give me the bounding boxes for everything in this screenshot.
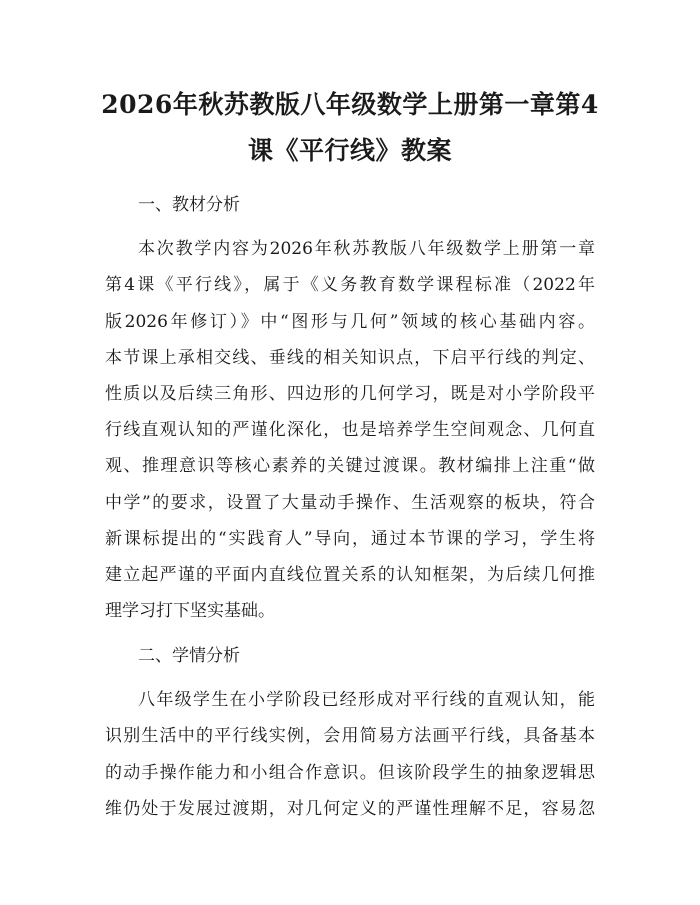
section-heading-learner-analysis: 二、学情分析 xyxy=(138,646,240,666)
paragraph-line: 观、推理意识等核心素养的关键过渡课。教材编排上注重“做 xyxy=(105,456,595,476)
paragraph-line: 维仍处于发展过渡期，对几何定义的严谨性理解不足，容易忽 xyxy=(105,799,595,819)
document-title-line-2: 课《平行线》教案 xyxy=(247,136,452,165)
paragraph-line: 的动手操作能力和小组合作意识。但该阶段学生的抽象逻辑思 xyxy=(105,763,595,783)
paragraph-line: 八年级学生在小学阶段已经形成对平行线的直观认知，能 xyxy=(138,690,595,710)
paragraph-line: 本节课上承相交线、垂线的相关知识点，下启平行线的判定、 xyxy=(105,348,595,368)
paragraph-line: 性质以及后续三角形、四边形的几何学习，既是对小学阶段平 xyxy=(105,384,595,404)
paragraph-line: 理学习打下坚实基础。 xyxy=(105,601,275,621)
paragraph-line: 建立起严谨的平面内直线位置关系的认知框架，为后续几何推 xyxy=(105,565,595,585)
paragraph-line: 新课标提出的“实践育人”导向，通过本节课的学习，学生将 xyxy=(105,529,595,549)
section-heading-textbook-analysis: 一、教材分析 xyxy=(138,195,240,215)
paragraph-line: 中学”的要求，设置了大量动手操作、生活观察的板块，符合 xyxy=(105,493,595,513)
paragraph-line: 版2026年修订）》中“图形与几何”领域的核心基础内容。 xyxy=(105,312,595,332)
paragraph-line: 本次教学内容为2026年秋苏教版八年级数学上册第一章 xyxy=(138,239,595,259)
document-title-line-1: 2026年秋苏教版八年级数学上册第一章第4 xyxy=(101,90,599,119)
paragraph-line: 行线直观认知的严谨化深化，也是培养学生空间观念、几何直 xyxy=(105,420,595,440)
paragraph-line: 第4课《平行线》，属于《义务教育数学课程标准（2022年 xyxy=(105,275,595,295)
paragraph-line: 识别生活中的平行线实例，会用简易方法画平行线，具备基本 xyxy=(105,726,595,746)
